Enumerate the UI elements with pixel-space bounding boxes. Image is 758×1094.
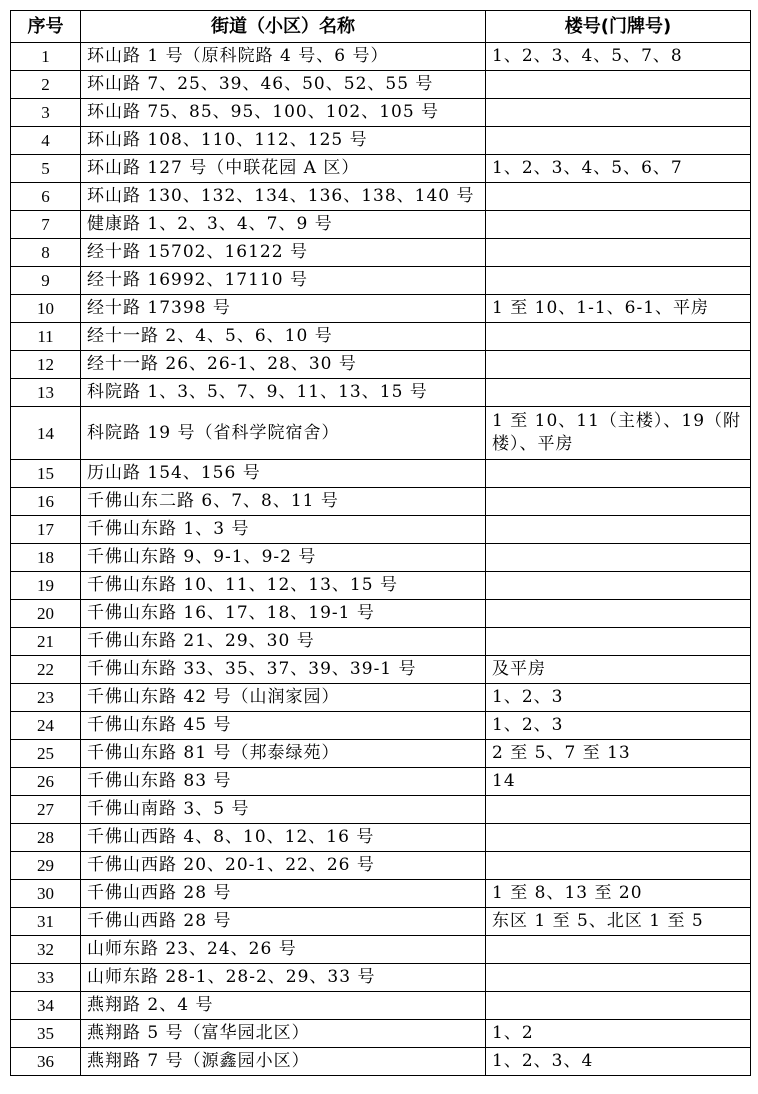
- building-numbers: 1、2、3、4: [486, 1048, 751, 1076]
- building-numbers-line: 1 至 10、11（主楼）、19（附: [492, 411, 742, 431]
- table-row: [11, 852, 751, 880]
- table-row: [11, 964, 751, 992]
- street-name: 千佛山东路 45 号: [81, 712, 486, 740]
- street-name: 千佛山东路 21、29、30 号: [81, 628, 486, 656]
- building-numbers: [486, 407, 751, 460]
- table-row: [11, 211, 751, 239]
- building-numbers: [486, 127, 751, 155]
- street-name: 千佛山南路 3、5 号: [81, 796, 486, 824]
- table-row: [11, 295, 751, 323]
- table-row: [11, 351, 751, 379]
- street-name: 燕翔路 5 号（富华园北区）: [81, 1020, 486, 1048]
- building-numbers: [486, 267, 751, 295]
- street-name: 燕翔路 7 号（源鑫园小区）: [81, 1048, 486, 1076]
- row-index: 33: [11, 964, 81, 992]
- street-name: 经十路 16992、17110 号: [81, 267, 486, 295]
- table-row: [11, 379, 751, 407]
- street-name: 燕翔路 2、4 号: [81, 992, 486, 1020]
- street-name: 千佛山西路 4、8、10、12、16 号: [81, 824, 486, 852]
- row-index: 1: [11, 43, 81, 71]
- table-row: [11, 572, 751, 600]
- street-name: 环山路 75、85、95、100、102、105 号: [81, 99, 486, 127]
- row-index: 5: [11, 155, 81, 183]
- building-numbers: [486, 71, 751, 99]
- row-index: 20: [11, 600, 81, 628]
- street-name: 科院路 1、3、5、7、9、11、13、15 号: [81, 379, 486, 407]
- street-name: 环山路 1 号（原科院路 4 号、6 号）: [81, 43, 486, 71]
- building-numbers: [486, 628, 751, 656]
- building-numbers-line: 楼）、平房: [492, 434, 574, 454]
- street-name: 千佛山东路 83 号: [81, 768, 486, 796]
- building-numbers: [486, 488, 751, 516]
- header-row: [11, 11, 751, 43]
- row-index: 18: [11, 544, 81, 572]
- table-row: [11, 1048, 751, 1076]
- street-name: 千佛山东二路 6、7、8、11 号: [81, 488, 486, 516]
- row-index: 31: [11, 908, 81, 936]
- header-building-number: 楼号(门牌号): [486, 11, 751, 43]
- building-numbers: [486, 572, 751, 600]
- table-row: [11, 544, 751, 572]
- street-name: 千佛山西路 28 号: [81, 908, 486, 936]
- street-name: 千佛山西路 20、20-1、22、26 号: [81, 852, 486, 880]
- row-index: 11: [11, 323, 81, 351]
- table-header: [11, 11, 751, 43]
- street-name: 历山路 154、156 号: [81, 460, 486, 488]
- street-name: 经十一路 26、26-1、28、30 号: [81, 351, 486, 379]
- row-index: 29: [11, 852, 81, 880]
- table-row: [11, 407, 751, 460]
- row-index: 7: [11, 211, 81, 239]
- table-row: [11, 460, 751, 488]
- street-name: 环山路 130、132、134、136、138、140 号: [81, 183, 486, 211]
- row-index: 10: [11, 295, 81, 323]
- row-index: 23: [11, 684, 81, 712]
- table-row: [11, 323, 751, 351]
- row-index: 8: [11, 239, 81, 267]
- row-index: 26: [11, 768, 81, 796]
- row-index: 13: [11, 379, 81, 407]
- row-index: 16: [11, 488, 81, 516]
- table-row: [11, 71, 751, 99]
- street-name: 千佛山东路 16、17、18、19-1 号: [81, 600, 486, 628]
- building-numbers: [486, 351, 751, 379]
- table-row: [11, 880, 751, 908]
- street-name: 山师东路 23、24、26 号: [81, 936, 486, 964]
- table-row: [11, 99, 751, 127]
- street-name: 科院路 19 号（省科学院宿舍）: [81, 407, 486, 460]
- row-index: 6: [11, 183, 81, 211]
- street-name: 经十路 17398 号: [81, 295, 486, 323]
- street-name: 环山路 7、25、39、46、50、52、55 号: [81, 71, 486, 99]
- table-row: [11, 684, 751, 712]
- row-index: 21: [11, 628, 81, 656]
- row-index: 36: [11, 1048, 81, 1076]
- table-body: [11, 43, 751, 1076]
- building-numbers: 1、2、3: [486, 712, 751, 740]
- building-numbers: 及平房: [486, 656, 751, 684]
- building-numbers: 1、2、3: [486, 684, 751, 712]
- table-row: [11, 183, 751, 211]
- street-name: 千佛山东路 9、9-1、9-2 号: [81, 544, 486, 572]
- building-numbers: [486, 323, 751, 351]
- building-numbers: [486, 796, 751, 824]
- building-numbers: 2 至 5、7 至 13: [486, 740, 751, 768]
- building-numbers: [486, 183, 751, 211]
- table-row: [11, 992, 751, 1020]
- street-name: 千佛山西路 28 号: [81, 880, 486, 908]
- table-row: [11, 600, 751, 628]
- row-index: 19: [11, 572, 81, 600]
- street-name: 千佛山东路 42 号（山润家园）: [81, 684, 486, 712]
- table-row: [11, 155, 751, 183]
- street-name: 千佛山东路 81 号（邦泰绿苑）: [81, 740, 486, 768]
- row-index: 27: [11, 796, 81, 824]
- table-row: [11, 936, 751, 964]
- table-row: [11, 127, 751, 155]
- building-numbers: [486, 992, 751, 1020]
- header-street-name: 街道（小区）名称: [81, 11, 486, 43]
- street-name: 经十路 15702、16122 号: [81, 239, 486, 267]
- building-numbers: [486, 460, 751, 488]
- building-numbers: [486, 964, 751, 992]
- street-name: 山师东路 28-1、28-2、29、33 号: [81, 964, 486, 992]
- table-row: [11, 796, 751, 824]
- table-row: [11, 908, 751, 936]
- street-name: 健康路 1、2、3、4、7、9 号: [81, 211, 486, 239]
- table-row: [11, 740, 751, 768]
- row-index: 15: [11, 460, 81, 488]
- building-numbers: [486, 936, 751, 964]
- building-numbers: [486, 544, 751, 572]
- street-name: 环山路 108、110、112、125 号: [81, 127, 486, 155]
- building-numbers: 东区 1 至 5、北区 1 至 5: [486, 908, 751, 936]
- table-row: [11, 1020, 751, 1048]
- row-index: 22: [11, 656, 81, 684]
- street-name: 经十一路 2、4、5、6、10 号: [81, 323, 486, 351]
- header-index: 序号: [11, 11, 81, 43]
- building-numbers: 1、2: [486, 1020, 751, 1048]
- row-index: 12: [11, 351, 81, 379]
- row-index: 14: [11, 407, 81, 460]
- building-numbers: [486, 600, 751, 628]
- row-index: 2: [11, 71, 81, 99]
- row-index: 30: [11, 880, 81, 908]
- building-numbers: 14: [486, 768, 751, 796]
- table-row: [11, 824, 751, 852]
- row-index: 24: [11, 712, 81, 740]
- building-numbers: [486, 852, 751, 880]
- row-index: 34: [11, 992, 81, 1020]
- row-index: 25: [11, 740, 81, 768]
- row-index: 32: [11, 936, 81, 964]
- row-index: 17: [11, 516, 81, 544]
- table-row: [11, 267, 751, 295]
- building-numbers: [486, 239, 751, 267]
- row-index: 9: [11, 267, 81, 295]
- table-row: [11, 768, 751, 796]
- building-numbers: [486, 824, 751, 852]
- building-numbers: [486, 99, 751, 127]
- building-numbers: 1、2、3、4、5、6、7: [486, 155, 751, 183]
- address-table: [10, 10, 751, 1076]
- street-name: 千佛山东路 10、11、12、13、15 号: [81, 572, 486, 600]
- street-name: 千佛山东路 1、3 号: [81, 516, 486, 544]
- table-row: [11, 628, 751, 656]
- building-numbers: [486, 379, 751, 407]
- building-numbers: [486, 211, 751, 239]
- table-row: [11, 656, 751, 684]
- row-index: 35: [11, 1020, 81, 1048]
- building-numbers: [486, 516, 751, 544]
- table-row: [11, 516, 751, 544]
- building-numbers: 1 至 10、1-1、6-1、平房: [486, 295, 751, 323]
- table-row: [11, 43, 751, 71]
- table-row: [11, 488, 751, 516]
- table-row: [11, 712, 751, 740]
- street-name: 千佛山东路 33、35、37、39、39-1 号: [81, 656, 486, 684]
- row-index: 4: [11, 127, 81, 155]
- row-index: 28: [11, 824, 81, 852]
- table-row: [11, 239, 751, 267]
- row-index: 3: [11, 99, 81, 127]
- building-numbers: 1、2、3、4、5、7、8: [486, 43, 751, 71]
- building-numbers: 1 至 8、13 至 20: [486, 880, 751, 908]
- street-name: 环山路 127 号（中联花园 A 区）: [81, 155, 486, 183]
